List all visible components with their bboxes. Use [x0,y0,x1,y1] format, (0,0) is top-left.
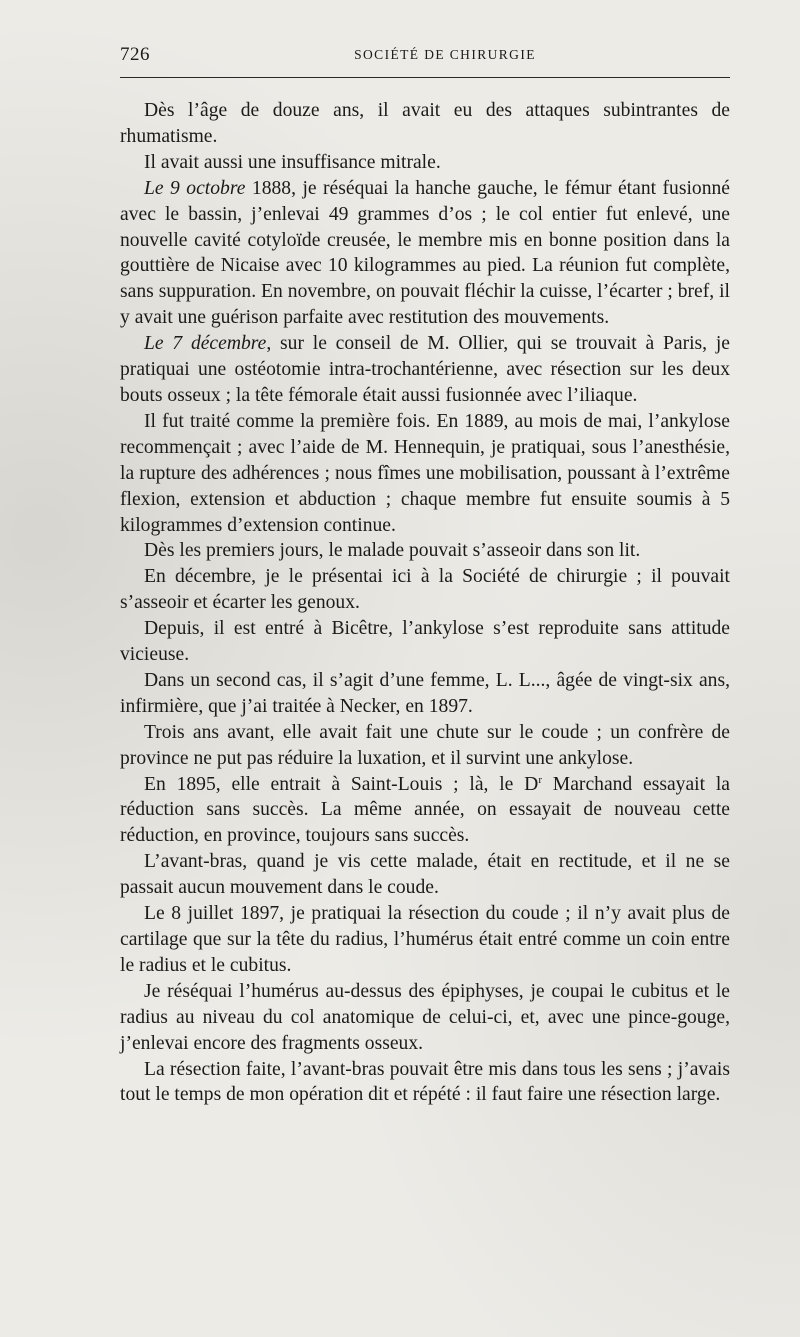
paragraph: La résection faite, l’avant-bras pouvait être mis dans tous les sens ; j’avais tout le temps de mon opération dit et répété : il faut faire une résection large. [120,1058,730,1106]
paragraph: Le 9 octobre 1888, je réséquai la hanche gauche, le fémur étant fusionné avec le bassin, j’enlevai 49 grammes d’os ; le col entier fut enlevé, une nouvelle cavité cotyloïde creusée, le membre mis en bonne position dans la gouttière de Nicaise avec 10 kilogrammes au pied. La réunion fut complète, sans suppuration. En novembre, on pouvait fléchir la cuisse, l’écarter ; bref, il y avait une guérison parfaite avec restitution des mouvements. [120,177,730,329]
paragraph: En 1895, elle entrait à Saint-Louis ; là, le $D^r$ Marchand essayait la réduction sans succès. La même année, on essayait de nouveau cette réduction, en province, toujours sans succès. [120,773,731,847]
paragraph: Dès les premiers jours, le malade pouvait s’asseoir dans son lit. [144,540,641,562]
paragraph: Il avait aussi une insuffisance mitrale. [144,151,441,173]
paragraph: Le 8 juillet 1897, je pratiquai la résection du coude ; il n’y avait plus de cartilage que sur la tête du radius, l’humérus était entré comme un coin entre le radius et le cubitus. [120,903,730,976]
superscript: r [538,773,542,786]
date-lead: Le 9 octobre [144,177,246,199]
paragraph: Le 7 décembre, sur le conseil de M. Ollier, qui se trouvait à Paris, je pratiquai une ostéotomie intra-trochantérienne, avec résection sur les deux bouts osseux ; la tête fémorale était aussi fusionnée avec l’iliaque. [120,333,730,406]
date-lead: Le 7 décembre [144,333,267,355]
paragraph: L’avant-bras, quand je vis cette malade, était en rectitude, et il ne se passait aucun mouvement dans le coude. [120,851,730,899]
paragraph: Trois ans avant, elle avait fait une chute sur le coude ; un confrère de province ne put pas réduire la luxation, et il survint une ankylose. [120,721,730,769]
paragraph: En décembre, je le présentai ici à la Société de chirurgie ; il pouvait s’asseoir et écarter les genoux. [120,566,730,614]
paragraph: Dans un second cas, il s’agit d’une femme, L. L..., âgée de vingt-six ans, infirmière, que j’ai traitée à Necker, en 1897. [120,669,730,717]
running-title: SOCIÉTÉ DE CHIRURGIE [354,47,536,62]
body-text [120,98,730,1108]
paragraph: Depuis, il est entré à Bicêtre, l’ankylose s’est reproduite sans attitude vicieuse. [120,618,730,666]
page-header [120,44,730,72]
page-number: 726 [120,44,150,65]
paragraph: Il fut traité comme la première fois. En 1889, au mois de mai, l’ankylose recommençait ; avec l’aide de M. Hennequin, je pratiquai, sous l’anesthésie, la rupture des adhérences ; nous fîmes une mobilisation, poussant à l’extrême flexion, extension et abduction ; chaque membre fut ensuite soumis à 5 kilogrammes d’extension continue. [120,410,730,536]
paragraph: Dès l’âge de douze ans, il avait eu des attaques subintrantes de rhumatisme. [120,100,730,147]
paragraph: Je réséquai l’humérus au-dessus des épiphyses, je coupai le cubitus et le radius au niveau du col anatomique de celui-ci, et, avec une pince-gouge, j’enlevai encore des fragments osseux. [120,980,730,1054]
header-rule [120,77,730,78]
